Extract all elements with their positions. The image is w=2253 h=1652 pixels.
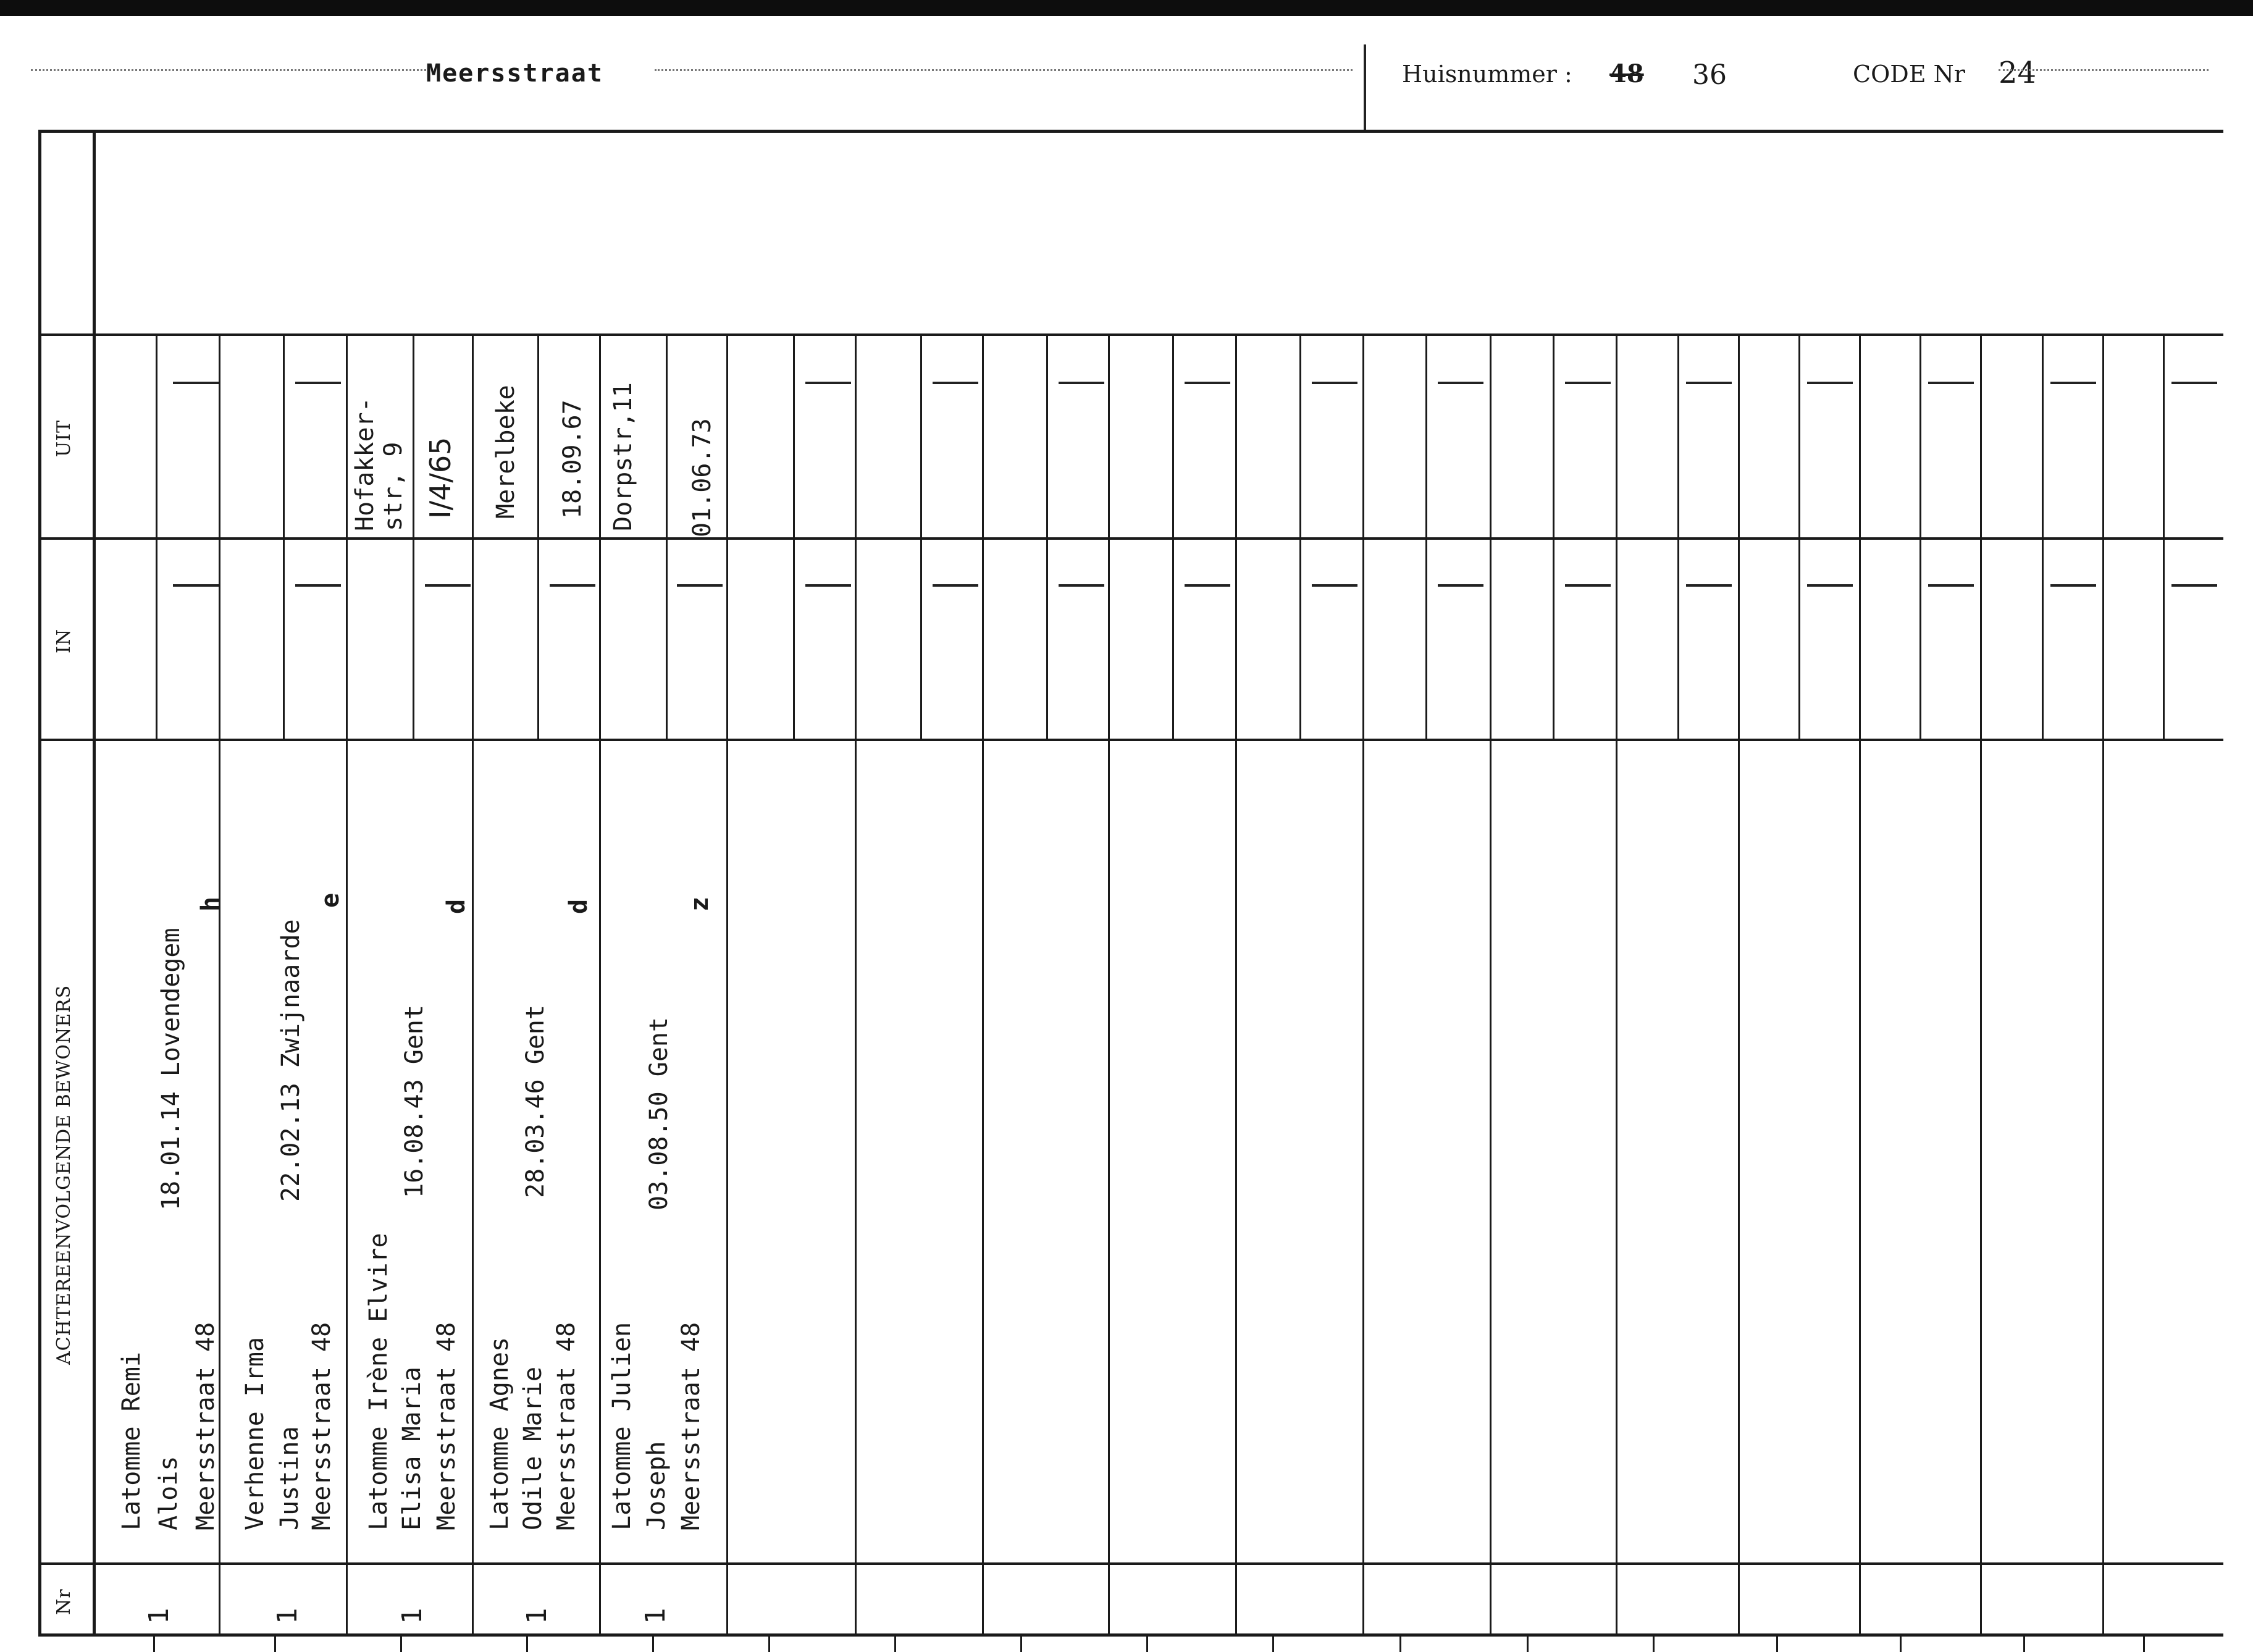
resident-2-name-line-2: Justina — [275, 1426, 304, 1530]
bottom-tick — [400, 1637, 402, 1652]
bottom-tick — [1527, 1637, 1529, 1652]
in-dash — [2171, 584, 2217, 587]
in-dash — [425, 584, 471, 587]
house-number-label: Huisnummer : — [1402, 61, 1572, 88]
resident-1-nr: 1 — [143, 1608, 175, 1624]
uit-place-3: Hofakker- str, 9 — [351, 397, 408, 531]
subcol-line — [1677, 333, 1679, 739]
in-dash — [1438, 584, 1483, 587]
col-line — [346, 333, 348, 1637]
subcol-line — [1299, 333, 1301, 739]
bottom-tick — [768, 1637, 770, 1652]
subcol-line — [1172, 333, 1174, 739]
code-dotted-line — [1999, 69, 2209, 71]
bottom-tick — [1900, 1637, 1902, 1652]
col-line — [726, 333, 728, 1637]
resident-1-name-line-2: Alois — [154, 1456, 183, 1530]
resident-4-nr: 1 — [521, 1608, 553, 1624]
in-dash — [1312, 584, 1357, 587]
resident-3-name-line-3: Meersstraat 48 — [432, 1322, 461, 1530]
subcol-line — [1553, 333, 1554, 739]
resident-3-name-line-2: Elisa Maria — [398, 1367, 426, 1530]
bottom-tick — [652, 1637, 654, 1652]
resident-5-name-line-1: Latomme Julien — [608, 1322, 636, 1530]
in-dash — [1928, 584, 1974, 587]
resident-5-mark: z — [686, 896, 714, 912]
subcol-line — [666, 333, 668, 739]
code-value: 24 — [1999, 56, 2037, 90]
resident-1-birth: 18.01.14 Lovendegem — [157, 928, 185, 1210]
resident-4-name-line-1: Latomme Agnes — [485, 1336, 514, 1530]
uit-dash — [1312, 382, 1357, 384]
label-column-divider — [93, 130, 96, 1637]
row-line-residents-top — [38, 739, 2223, 741]
subcol-line — [283, 333, 285, 739]
resident-1-name-line-3: Meersstraat 48 — [191, 1322, 220, 1530]
in-dash — [677, 584, 723, 587]
bottom-tick — [2143, 1637, 2145, 1652]
row-label-in: IN — [53, 628, 75, 653]
resident-3-mark: d — [442, 899, 471, 914]
code-label: CODE Nr — [1853, 61, 1965, 88]
street-name: Meersstraat — [426, 59, 603, 88]
col-line — [855, 333, 857, 1637]
in-dash — [295, 584, 341, 587]
resident-1-name-line-1: Latomme Remi — [117, 1352, 146, 1530]
in-dash — [173, 584, 219, 587]
bottom-tick — [274, 1637, 276, 1652]
resident-2-birth: 22.02.13 Zwijnaarde — [277, 919, 305, 1202]
in-dash — [1807, 584, 1853, 587]
resident-4-name-line-2: Odile Marie — [519, 1367, 547, 1530]
resident-4-birth: 28.03.46 Gent — [521, 1004, 550, 1198]
in-dash — [1059, 584, 1104, 587]
resident-3-birth: 16.08.43 Gent — [400, 1004, 429, 1198]
uit-dash — [1059, 382, 1104, 384]
bottom-tick — [2023, 1637, 2025, 1652]
uit-date-5: 01.06.73 — [688, 418, 716, 537]
uit-dash — [2171, 382, 2217, 384]
resident-5-birth: 03.08.50 Gent — [645, 1017, 673, 1210]
row-label-uit: UIT — [53, 419, 75, 457]
subcol-line — [537, 333, 539, 739]
in-dash — [2050, 584, 2096, 587]
row-line-uit-top — [38, 333, 2223, 336]
resident-2-name-line-3: Meersstraat 48 — [308, 1322, 336, 1530]
resident-1-mark: h — [196, 896, 225, 912]
resident-3-name-line-1: Latomme Irène Elvire — [364, 1233, 393, 1530]
col-line — [1738, 333, 1740, 1637]
uit-dash — [295, 382, 341, 384]
bottom-tick — [1272, 1637, 1274, 1652]
subcol-line — [413, 333, 414, 739]
subcol-line — [793, 333, 795, 739]
in-dash — [1565, 584, 1611, 587]
subcol-line — [1046, 333, 1048, 739]
uit-date-4: 18.09.67 — [558, 400, 587, 519]
col-line — [1362, 333, 1364, 1637]
subcol-line — [1919, 333, 1921, 739]
resident-5-name-line-3: Meersstraat 48 — [677, 1322, 705, 1530]
resident-4-mark: d — [564, 899, 593, 914]
col-line — [1616, 333, 1617, 1637]
subcol-line — [2042, 333, 2044, 739]
subcol-line — [2163, 333, 2165, 739]
house-number-new: 36 — [1692, 59, 1727, 91]
uit-date-3: I/4/65 — [424, 437, 457, 519]
col-line — [599, 333, 601, 1637]
in-dash — [1185, 584, 1230, 587]
house-number-old: 48 — [1609, 59, 1644, 88]
uit-dash — [805, 382, 851, 384]
resident-5-name-line-2: Joseph — [642, 1441, 671, 1530]
uit-place-4: Merelbeke — [492, 385, 520, 519]
uit-dash — [1438, 382, 1483, 384]
in-dash — [805, 584, 851, 587]
bottom-tick — [1399, 1637, 1401, 1652]
col-line — [982, 333, 984, 1637]
bottom-tick — [526, 1637, 528, 1652]
in-dash — [550, 584, 595, 587]
uit-dash — [1807, 382, 1853, 384]
col-line — [1235, 333, 1237, 1637]
bottom-tick — [1020, 1637, 1022, 1652]
bottom-tick — [1653, 1637, 1655, 1652]
row-line-in-top — [38, 537, 2223, 540]
uit-place-5: Dorpstr,11 — [609, 382, 637, 531]
street-dotted-line-left — [31, 69, 426, 71]
uit-dash — [1565, 382, 1611, 384]
bottom-tick — [1146, 1637, 1148, 1652]
subcol-line — [156, 333, 157, 739]
resident-2-name-line-1: Verhenne Irma — [241, 1336, 269, 1530]
in-dash — [933, 584, 978, 587]
row-label-residents: ACHTEREENVOLGENDE BEWONERS — [53, 984, 75, 1365]
uit-dash — [1928, 382, 1974, 384]
uit-dash — [1686, 382, 1732, 384]
uit-dash — [2050, 382, 2096, 384]
uit-dash — [173, 382, 219, 384]
street-dotted-line-right — [655, 69, 1353, 71]
col-line — [472, 333, 474, 1637]
row-label-nr: Nr — [53, 1588, 75, 1615]
uit-dash — [1185, 382, 1230, 384]
resident-3-nr: 1 — [396, 1608, 428, 1624]
resident-5-nr: 1 — [640, 1608, 671, 1624]
bottom-tick — [153, 1637, 155, 1652]
subcol-line — [920, 333, 922, 739]
bottom-tick — [894, 1637, 896, 1652]
uit-dash — [933, 382, 978, 384]
top-border-bar — [0, 0, 2253, 16]
col-line — [1980, 333, 1982, 1637]
row-line-nr-top — [38, 1562, 2223, 1565]
col-line — [1859, 333, 1861, 1637]
subcol-line — [1798, 333, 1800, 739]
in-dash — [1686, 584, 1732, 587]
resident-2-nr: 1 — [272, 1608, 303, 1624]
col-line — [1490, 333, 1492, 1637]
resident-2-mark: e — [316, 892, 345, 908]
resident-4-name-line-3: Meersstraat 48 — [552, 1322, 581, 1530]
bottom-tick — [1776, 1637, 1778, 1652]
subcol-line — [1425, 333, 1427, 739]
header-separator — [1364, 44, 1366, 131]
col-line — [1108, 333, 1110, 1637]
col-line — [2102, 333, 2104, 1637]
